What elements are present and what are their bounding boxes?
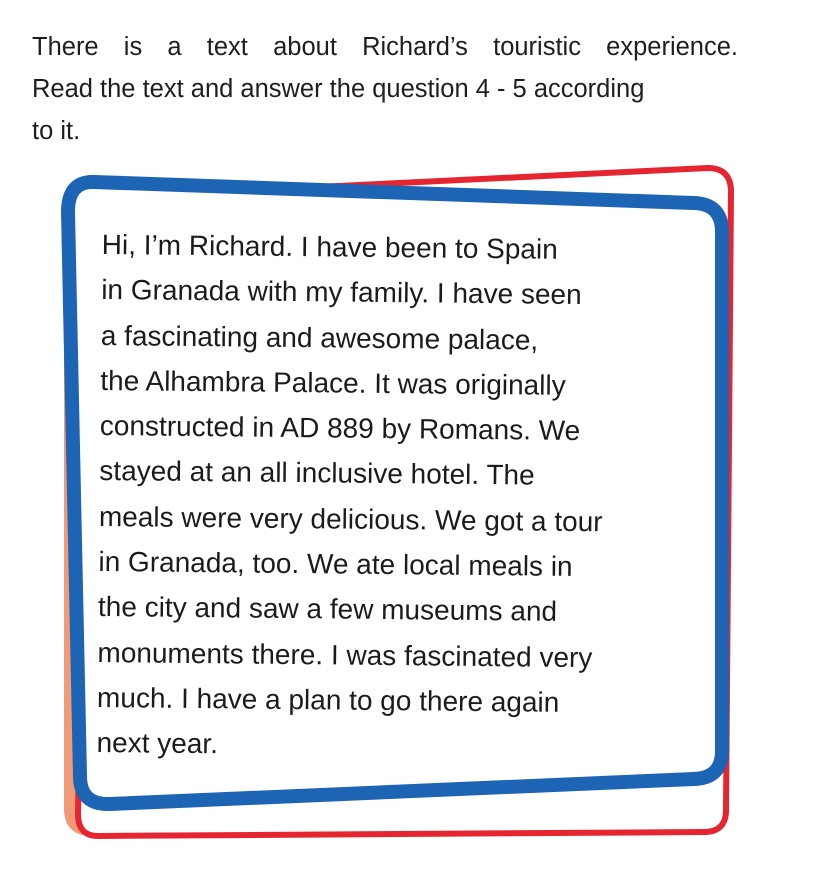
instructions-line: Read the text and answer the question 4 - 5 according	[32, 75, 645, 103]
story-line: in Granada, too. We ate local meals in	[98, 546, 573, 583]
story-line: in Granada with my family. I have seen	[101, 274, 582, 311]
story-line: the city and saw a few museums and	[97, 591, 558, 628]
story-line: next year.	[96, 727, 219, 760]
story-line: meals were very delicious. We got a tour	[98, 500, 603, 538]
story-line: much. I have a plan to go there again	[96, 681, 560, 718]
story-line: constructed in AD 889 by Romans. We	[99, 410, 581, 447]
story-line: a fascinating and awesome palace,	[100, 319, 539, 356]
story-text	[96, 222, 702, 772]
story-line: Hi, I’m Richard. I have been to Spain	[101, 228, 558, 265]
story-line: the Alhambra Palace. It was originally	[100, 364, 566, 401]
instructions-line: There is a text about Richard’s touristic experience.	[32, 33, 738, 61]
instructions-line: to it.	[32, 117, 81, 145]
story-line: stayed at an all inclusive hotel. The	[99, 455, 535, 492]
story-line: monuments there. I was fascinated very	[97, 636, 593, 673]
